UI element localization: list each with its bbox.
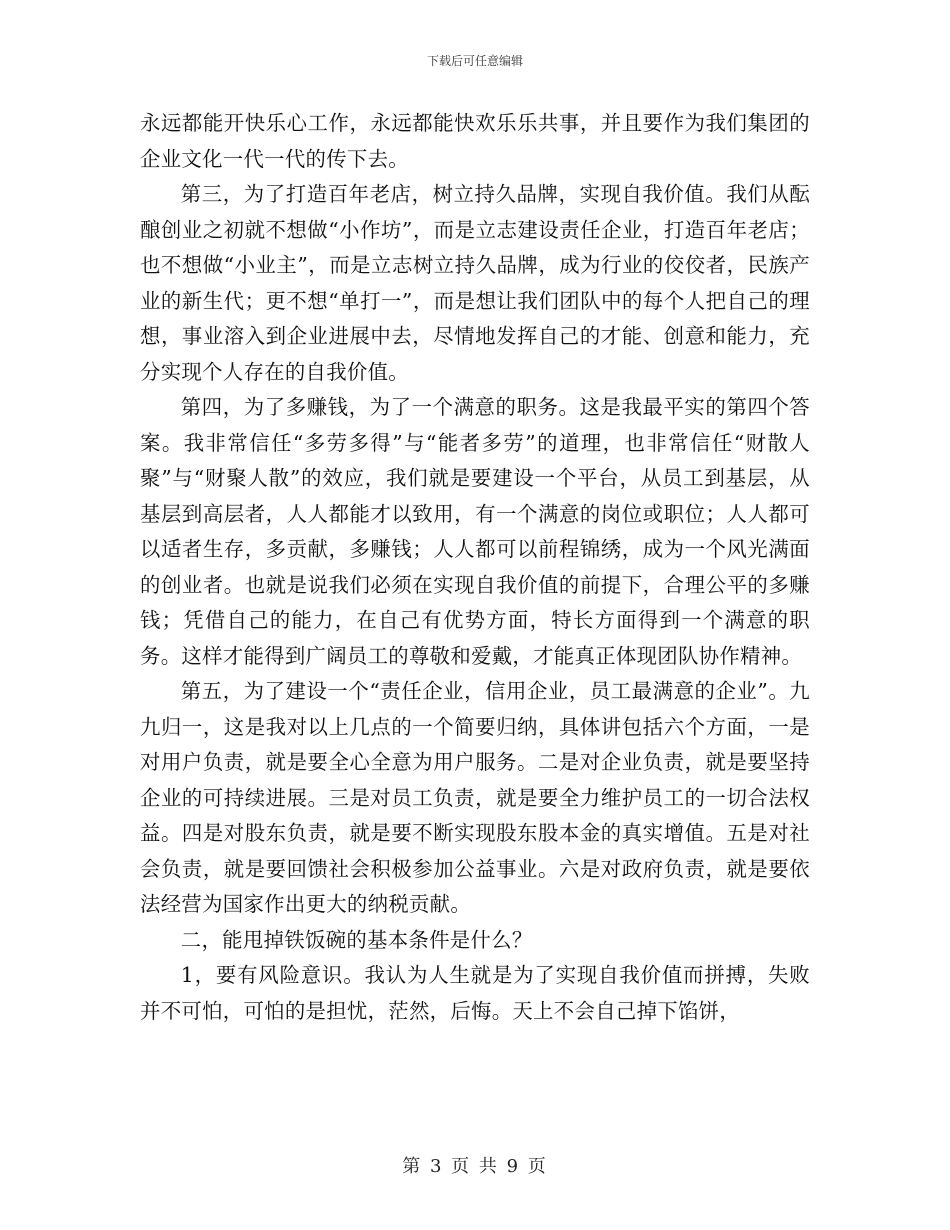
section-heading-conditions: 二，能甩掉铁饭碗的基本条件是什么？ xyxy=(180,927,533,952)
page-number: 第 3 页 共 9 页 xyxy=(402,1156,548,1177)
document-body xyxy=(140,106,810,1029)
paragraph-third-reason: 第三，为了打造百年老店，树立持久品牌，实现自我价值。我们从酝酿创业之初就不想做“小作坊”，而是立志建设责任企业，打造百年老店；也不想做“小业主”，而是立志树立持久品牌，成为行业的佼佼者，民族产业的新生代；更不想“单打一”，而是想让我们团队中的每个人把自己的理想，事业溶入到企业进展中去，尽情地发挥自己的才能、创意和能力，充分实现个人存在的自我价值。 xyxy=(140,182,810,384)
page-header-note: 下载后可任意编辑 xyxy=(426,54,523,68)
paragraph-risk-awareness: 1，要有风险意识。我认为人生就是为了实现自我价值而拼搏，失败并不可怕，可怕的是担忧，茫然，后悔。天上不会自己掉下馅饼， xyxy=(140,963,810,1023)
paragraph-fifth-reason: 第五，为了建设一个“责任企业，信用企业，员工最满意的企业”。九九归一，这是我对以上几点的一个简要归纳，具体讲包括六个方面，一是对用户负责，就是要全心全意为用户服务。二是对企业负责，就是要坚持企业的可持续进展。三是对员工负责，就是要全力维护员工的一切合法权益。四是对股东负责，就是要不断实现股东股本金的真实增值。五是对社会负责，就是要回馈社会积极参加公益事业。六是对政府负责，就是要依法经营为国家作出更大的纳税贡献。 xyxy=(140,679,810,916)
paragraph-continuation: 永远都能开快乐心工作，永远都能快欢乐乐共事，并且要作为我们集团的企业文化一代一代的传下去。 xyxy=(140,111,810,171)
paragraph-fourth-reason: 第四，为了多赚钱，为了一个满意的职务。这是我最平实的第四个答案。我非常信任“多劳多得”与“能者多劳”的道理，也非常信任“财散人聚”与“财聚人散”的效应，我们就是要建设一个平台，从员工到基层，从基层到高层者，人人都能才以致用，有一个满意的岗位或职位；人人都可以适者生存，多贡献，多赚钱；人人都可以前程锦绣，成为一个风光满面的创业者。也就是说我们必须在实现自我价值的前提下，合理公平的多赚钱；凭借自己的能力，在自己有优势方面，特长方面得到一个满意的职务。这样才能得到广阔员工的尊敬和爱戴，才能真正体现团队协作精神。 xyxy=(140,395,810,668)
